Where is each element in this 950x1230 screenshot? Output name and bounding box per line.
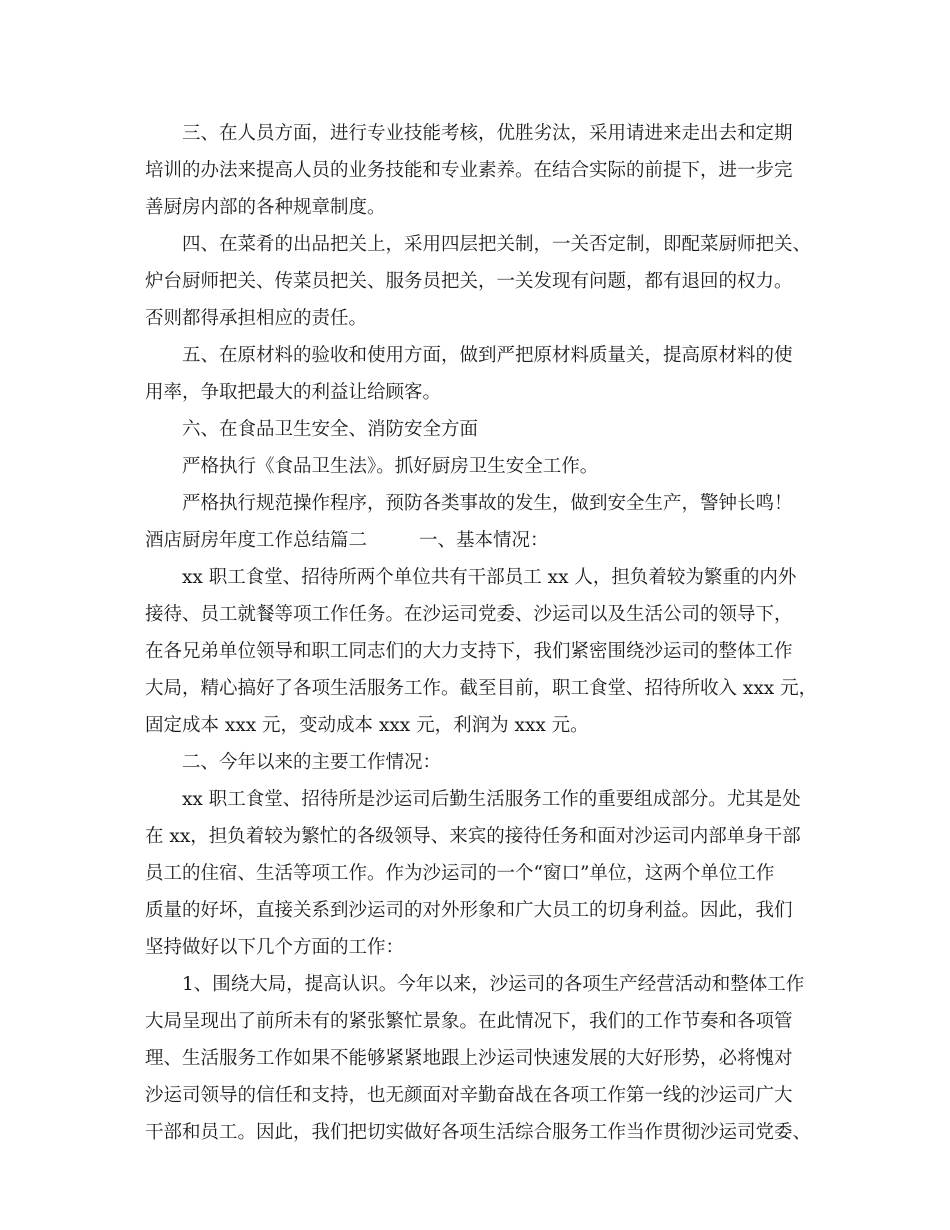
text-line: 大局呈现出了前所未有的紧张繁忙景象。在此情况下，我们的工作节奏和各项管	[145, 1011, 793, 1032]
text-line: 五、在原材料的验收和使用方面，做到严把原材料质量关，提高原材料的使	[182, 345, 793, 366]
text-line: 六、在食品卫生安全、消防安全方面	[182, 419, 479, 440]
text-line: 大局，精心搞好了各项生活服务工作。截至目前，职工食堂、招待所收入 xxx 元，	[145, 678, 818, 699]
paragraph-canteen-role	[145, 781, 810, 966]
section-heading-part-two	[145, 522, 810, 559]
text-line: 坚持做好以下几个方面的工作：	[145, 937, 405, 958]
text-line: 沙运司领导的信任和支持，也无颜面对辛勤奋战在各项工作第一线的沙运司广大	[145, 1085, 793, 1106]
paragraph-safe-operation	[145, 485, 810, 522]
heading-title: 酒店厨房年度工作总结篇二	[145, 530, 368, 551]
text-line: 四、在菜肴的出品把关上，采用四层把关制，一关否定制，即配菜厨师把关、	[182, 234, 812, 255]
text-line: 在各兄弟单位领导和职工同志们的大力支持下，我们紧密围绕沙运司的整体工作	[145, 641, 793, 662]
text-line: 固定成本 xxx 元，变动成本 xxx 元，利润为 xxx 元。	[145, 715, 589, 736]
paragraph-focus-on-overall	[145, 966, 810, 1151]
paragraph-main-work-heading	[145, 744, 810, 781]
paragraph-food-hygiene-law	[145, 448, 810, 485]
text-line: xx 职工食堂、招待所是沙运司后勤生活服务工作的重要组成部分。尤其是处	[182, 789, 801, 810]
text-line: 员工的住宿、生活等项工作。作为沙运司的一个“窗口”单位，这两个单位工作	[145, 863, 775, 884]
paragraph-staff-assessment	[145, 115, 810, 226]
text-line: 1、围绕大局，提高认识。今年以来，沙运司的各项生产经营活动和整体工作	[182, 974, 805, 995]
text-line: xx 职工食堂、招待所两个单位共有干部员工 xx 人，担负着较为繁重的内外	[182, 567, 797, 588]
text-line: 培训的办法来提高人员的业务技能和专业素养。在结合实际的前提下，进一步完	[145, 160, 793, 181]
text-line: 在 xx，担负着较为繁忙的各级领导、来宾的接待任务和面对沙运司内部单身干部	[145, 826, 801, 847]
text-line: 严格执行《食品卫生法》。抓好厨房卫生安全工作。	[182, 456, 599, 477]
text-line: 二、今年以来的主要工作情况：	[182, 752, 442, 773]
text-line: 否则都得承担相应的责任。	[145, 308, 368, 329]
text-line: 质量的好坏，直接关系到沙运司的对外形象和广大员工的切身利益。因此，我们	[145, 900, 793, 921]
paragraph-raw-materials	[145, 337, 810, 411]
document-body	[145, 115, 818, 1151]
text-line: 理、生活服务工作如果不能够紧紧地跟上沙运司快速发展的大好形势，必将愧对	[145, 1048, 793, 1069]
heading-line	[145, 522, 810, 559]
text-line: 接待、员工就餐等项工作任务。在沙运司党委、沙运司以及生活公司的领导下，	[145, 604, 793, 625]
text-line: 炉台厨师把关、传菜员把关、服务员把关，一关发现有问题，都有退回的权力。	[145, 271, 793, 292]
heading-subtitle: 一、基本情况：	[419, 530, 549, 551]
text-line: 三、在人员方面，进行专业技能考核，优胜劣汰，采用请进来走出去和定期	[182, 123, 793, 144]
paragraph-food-safety-heading	[145, 411, 810, 448]
text-line: 严格执行规范操作程序，预防各类事故的发生，做到安全生产，警钟长鸣！	[182, 493, 793, 514]
paragraph-basic-situation	[145, 559, 818, 744]
text-line: 用率，争取把最大的利益让给顾客。	[145, 382, 442, 403]
text-line: 善厨房内部的各种规章制度。	[145, 197, 386, 218]
paragraph-dish-quality-control	[145, 226, 810, 337]
text-line: 干部和员工。因此，我们把切实做好各项生活综合服务工作当作贯彻沙运司党委、	[145, 1122, 812, 1143]
